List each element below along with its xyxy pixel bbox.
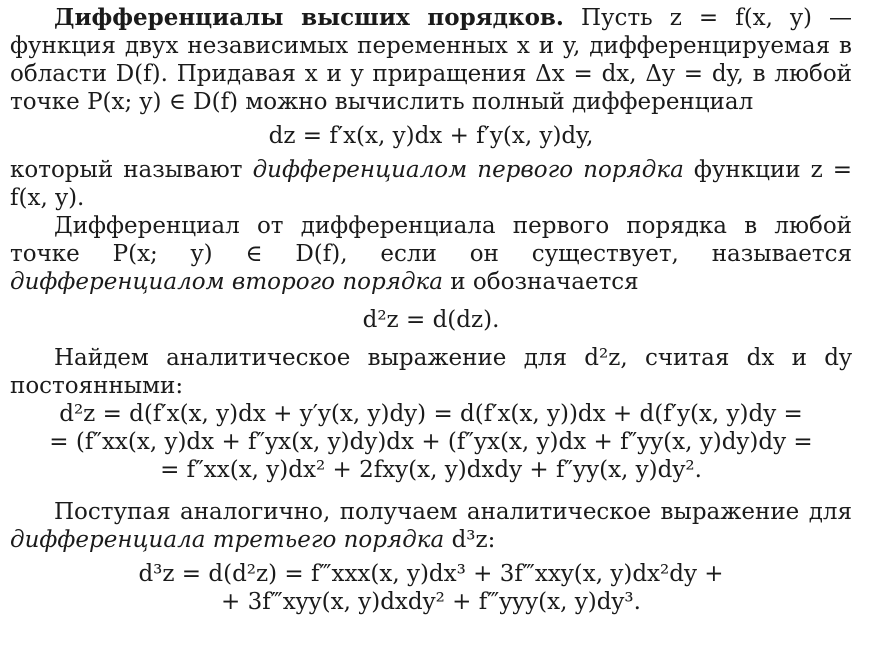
term-third-order: дифференциала третьего порядка (10, 527, 445, 553)
formula-d2z-line1: d²z = d(f′x(x, y)dx + y′y(x, y)dy) = d(f′x(x, y))dx + d(f′y(x, y)dy = (59, 401, 803, 427)
intro-paragraph (10, 4, 852, 116)
para3-after: и обозначается (450, 269, 639, 295)
para2-before: который называют (10, 157, 243, 183)
paragraph-second-order (10, 212, 852, 296)
formula-d3z-line2: + 3f‴xyy(x, y)dxdy² + f‴yyy(x, y)dy³. (221, 589, 641, 615)
formula-d2z-line2: = (f″xx(x, y)dx + f″yx(x, y)dy)dx + (f″yx(x, y)dx + f″yy(x, y)dy)dy = (49, 429, 813, 455)
page (10, 4, 852, 616)
term-first-order: дифференциалом первого порядка (252, 157, 684, 183)
paragraph-first-order (10, 156, 852, 212)
para2-after: функции z = f(x, y). (10, 157, 853, 211)
formula-d3z-line1: d³z = d(d²z) = f‴xxx(x, y)dx³ + 3f‴xxy(x, y)dx²dy + (138, 561, 724, 587)
formula-first-differential: dz = f′x(x, y)dx + f′y(x, y)dy, (268, 123, 594, 149)
para5-after: d³z: (451, 527, 496, 553)
para3-before: Дифференциал от дифференциала первого порядка в любой точке P(x; y) ∈ D(f), если он существует, называется (10, 213, 852, 267)
formula-d2z-derivation (10, 400, 852, 484)
formula-d2z-line3: = f″xx(x, y)dx² + 2fxy(x, y)dxdy + f″yy(x, y)dy². (160, 457, 702, 483)
formula-d3z (10, 560, 852, 616)
section-title: Дифференциалы высших порядков. (54, 4, 564, 31)
formula-second-differential: d²z = d(dz). (362, 307, 500, 333)
term-second-order: дифференциалом второго порядка (10, 269, 443, 295)
intro-text: Пусть z = f(x, y) — функция двух независимых переменных x и y, дифференцируемая в области D(f). Придавая x и y приращения Δx = dx, Δy = dy, в любой точке P(x; y) ∈ D(f) можно вычислить полный дифференциал (10, 5, 852, 115)
paragraph-analytic: Найдем аналитическое выражение для d²z, считая dx и dy постоянными: (10, 345, 852, 399)
paragraph-third-order (10, 498, 852, 554)
para5-before: Поступая аналогично, получаем аналитическое выражение для (54, 499, 852, 525)
